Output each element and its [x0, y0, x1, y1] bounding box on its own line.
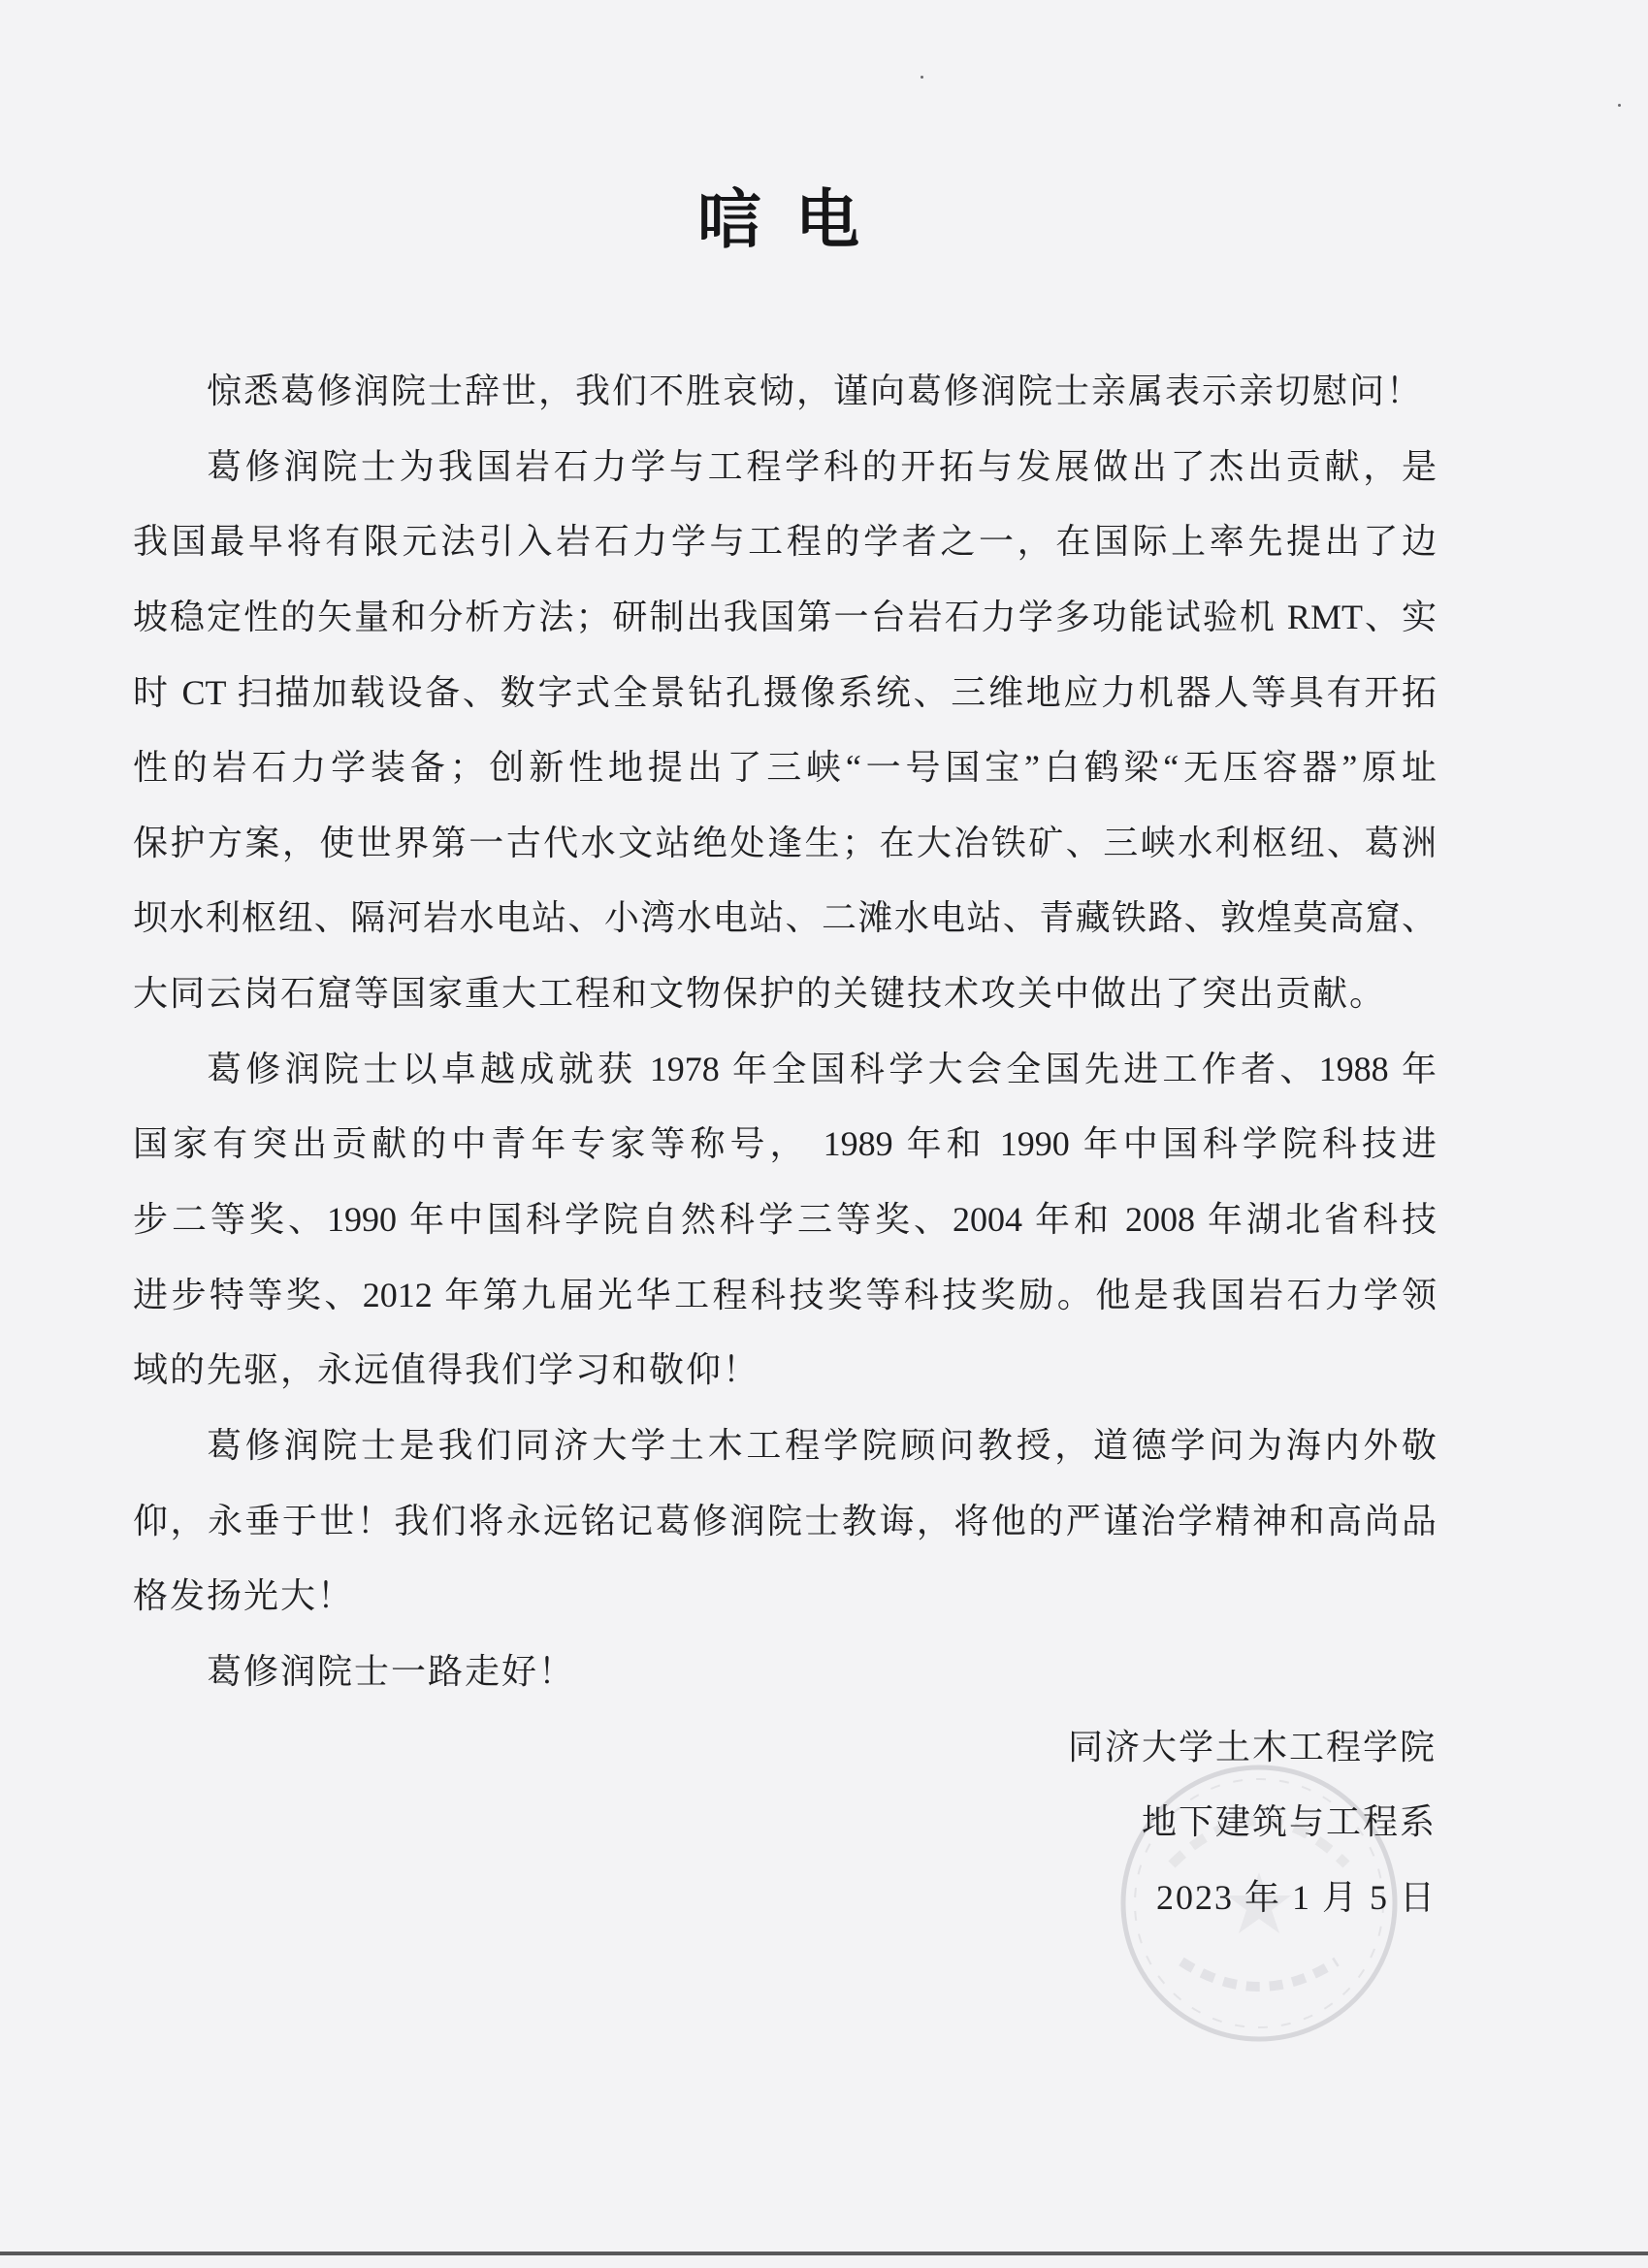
paragraph-line: 时 CT 扫描加载设备、数字式全景钻孔摄像系统、三维地应力机器人等具有开拓 — [133, 672, 1437, 712]
signature-organization: 同济大学土木工程学院 — [1067, 1727, 1437, 1766]
paragraph-line: 进步特等奖、2012 年第九届光华工程科技奖等科技奖励。他是我国岩石力学领 — [133, 1275, 1437, 1314]
paragraph-line: 格发扬光大！ — [133, 1576, 355, 1616]
signature-date: 2023 年 1 月 5 日 — [1155, 1877, 1437, 1917]
paragraph-line: 葛修润院士是我们同济大学土木工程学院顾问教授，道德学问为海内外敬 — [207, 1425, 1437, 1465]
paragraph-line: 坡稳定性的矢量和分析方法；研制出我国第一台岩石力学多功能试验机 RMT、实 — [133, 597, 1437, 636]
dust-speck — [1618, 104, 1621, 107]
paragraph-line: 葛修润院士一路走好！ — [207, 1651, 576, 1691]
paragraph-line: 惊悉葛修润院士辞世，我们不胜哀恸，谨向葛修润院士亲属表示亲切慰问！ — [207, 372, 1424, 410]
paragraph-line: 域的先驱，永远值得我们学习和敬仰！ — [133, 1350, 760, 1390]
paragraph-line: 仰，永垂于世！我们将永远铭记葛修润院士教诲，将他的严谨治学精神和高尚品 — [133, 1501, 1437, 1540]
paragraph-line: 性的岩石力学装备；创新性地提出了三峡“一号国宝”白鹤梁“无压容器”原址 — [133, 748, 1437, 788]
paragraph-line: 保护方案，使世界第一古代水文站绝处逢生；在大冶铁矿、三峡水利枢纽、葛洲 — [133, 823, 1437, 862]
paragraph-line: 坝水利枢纽、隔河岩水电站、小湾水电站、二滩水电站、青藏铁路、敦煌莫高窟、 — [133, 898, 1437, 938]
paragraph-line: 葛修润院士以卓越成就获 1978 年全国科学大会全国先进工作者、1988 年 — [207, 1049, 1437, 1088]
paragraph-line: 国家有突出贡献的中青年专家等称号， 1989 年和 1990 年中国科学院科技进 — [133, 1124, 1437, 1164]
paragraph-line: 大同云岗石窟等国家重大工程和文物保护的关键技术攻关中做出了突出贡献。 — [133, 974, 1387, 1014]
dust-speck — [921, 76, 923, 79]
scan-edge-line — [0, 2252, 1648, 2255]
paragraph-line: 步二等奖、1990 年中国科学院自然科学三等奖、2004 年和 2008 年湖北省科技 — [133, 1200, 1437, 1240]
letter-body — [133, 354, 1437, 1935]
paragraph-line: 葛修润院士为我国岩石力学与工程学科的开拓与发展做出了杰出贡献，是 — [207, 446, 1437, 486]
paragraph-line: 我国最早将有限元法引入岩石力学与工程的学者之一，在国际上率先提出了边 — [133, 522, 1437, 562]
page-title: 唁电 — [697, 182, 893, 257]
signature-department: 地下建筑与工程系 — [1141, 1802, 1437, 1842]
